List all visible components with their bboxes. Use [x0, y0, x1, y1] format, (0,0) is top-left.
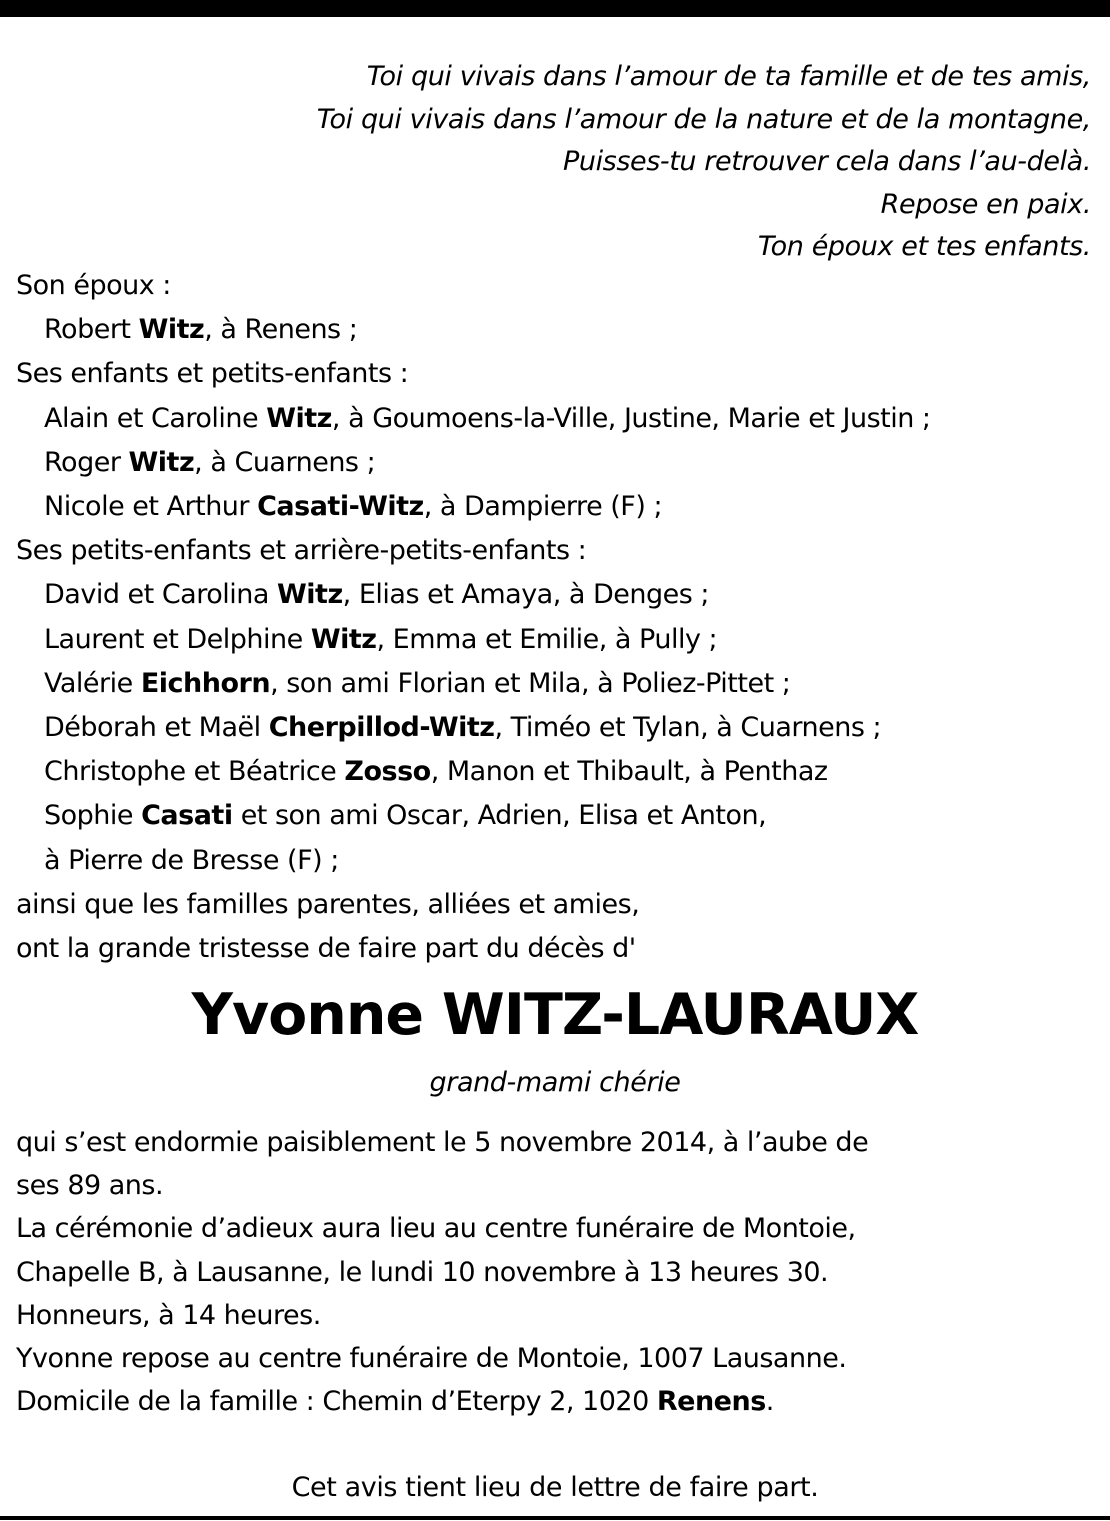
child-entry — [16, 397, 1096, 441]
entry-text: , Elias et Amaya, à Denges ; — [342, 579, 710, 611]
entry-text: , Timéo et Tylan, à Cuarnens ; — [494, 712, 882, 744]
entry-text: Christophe et Béatrice — [44, 756, 345, 788]
ceremony-details — [16, 1121, 1096, 1423]
grandchild-entry-continuation: à Pierre de Bresse (F) ; — [44, 844, 339, 876]
entry-text: Laurent et Delphine — [44, 623, 311, 655]
entry-text: , Emma et Emilie, à Pully ; — [376, 623, 718, 655]
deceased-name: Yvonne WITZ-LAURAUX — [191, 982, 919, 1048]
top-border-rule — [0, 0, 1110, 17]
entry-text: Déborah et Maël — [44, 712, 269, 744]
entry-text: Nicole et Arthur — [44, 491, 258, 523]
entry-surname: Casati-Witz — [257, 491, 424, 523]
entry-text: et son ami Oscar, Adrien, Elisa et Anton, — [232, 800, 767, 832]
entry-surname: Eichhorn — [140, 667, 271, 699]
entry-text: Valérie — [44, 667, 141, 699]
entry-text: Roger — [44, 446, 129, 478]
grandchild-entry — [16, 618, 1096, 662]
domicile-line — [16, 1380, 1096, 1423]
spouse-entry — [16, 308, 1096, 352]
grandchild-entry — [16, 794, 1096, 838]
children-heading: Ses enfants et petits-enfants : — [16, 358, 409, 390]
closing-line: ainsi que les familles parentes, alliées et amies, — [16, 888, 640, 920]
details-line: Honneurs, à 14 heures. — [16, 1299, 321, 1331]
family-list — [16, 264, 1096, 971]
entry-surname: Cherpillod-Witz — [268, 712, 495, 744]
poem-verse — [0, 56, 1091, 269]
poem-line: Puisses-tu retrouver cela dans l’au-delà. — [562, 146, 1091, 177]
domicile-text: Domicile de la famille : Chemin d’Eterpy 2, 1020 — [16, 1386, 657, 1418]
entry-text: , à Renens ; — [204, 314, 358, 346]
deceased-subtitle: grand-mami chérie — [429, 1067, 681, 1098]
entry-surname: Witz — [310, 623, 377, 655]
entry-text: , son ami Florian et Mila, à Poliez-Pittet ; — [270, 667, 791, 699]
grandchildren-heading: Ses petits-enfants et arrière-petits-enfants : — [16, 535, 587, 567]
grandchild-entry — [16, 750, 1096, 794]
entry-surname: Witz — [138, 314, 205, 346]
entry-surname: Casati — [141, 800, 233, 832]
grandchild-entry — [16, 662, 1096, 706]
grandchild-entry — [16, 573, 1096, 617]
entry-surname: Witz — [128, 446, 195, 478]
footer-note: Cet avis tient lieu de lettre de faire part. — [291, 1472, 819, 1503]
entry-text: Alain et Caroline — [44, 402, 267, 434]
spouse-heading: Son époux : — [16, 270, 171, 301]
domicile-town: Renens — [656, 1386, 766, 1418]
domicile-text: . — [765, 1386, 774, 1418]
closing-line: ont la grande tristesse de faire part du décès d' — [16, 933, 636, 965]
child-entry — [16, 441, 1096, 485]
details-line: Yvonne repose au centre funéraire de Montoie, 1007 Lausanne. — [16, 1343, 847, 1375]
entry-surname: Witz — [266, 402, 332, 434]
grandchild-entry — [16, 706, 1096, 750]
child-entry — [16, 485, 1096, 529]
poem-line: Toi qui vivais dans l’amour de la nature et de la montagne, — [316, 103, 1091, 135]
entry-text: , à Goumoens-la-Ville, Justine, Marie et Justin ; — [331, 402, 931, 434]
poem-line: Toi qui vivais dans l’amour de ta famille et de tes amis, — [366, 61, 1091, 92]
entry-text: , à Dampierre (F) ; — [423, 491, 663, 523]
entry-text: , à Cuarnens ; — [194, 446, 376, 478]
entry-surname: Witz — [277, 579, 343, 611]
details-line: Chapelle B, à Lausanne, le lundi 10 novembre à 13 heures 30. — [16, 1256, 829, 1288]
entry-text: David et Carolina — [44, 579, 277, 611]
poem-line: Repose en paix. — [880, 188, 1091, 220]
details-line: ses 89 ans. — [16, 1170, 164, 1202]
details-line: qui s’est endormie paisiblement le 5 novembre 2014, à l’aube de — [16, 1127, 869, 1158]
entry-surname: Zosso — [344, 756, 431, 788]
entry-text: Robert — [44, 314, 139, 346]
bottom-border-rule — [0, 1516, 1110, 1520]
details-line: La cérémonie d’adieux aura lieu au centre funéraire de Montoie, — [16, 1213, 856, 1245]
poem-line: Ton époux et tes enfants. — [757, 231, 1091, 262]
entry-text: , Manon et Thibault, à Penthaz — [430, 756, 828, 788]
entry-text: Sophie — [44, 800, 142, 832]
